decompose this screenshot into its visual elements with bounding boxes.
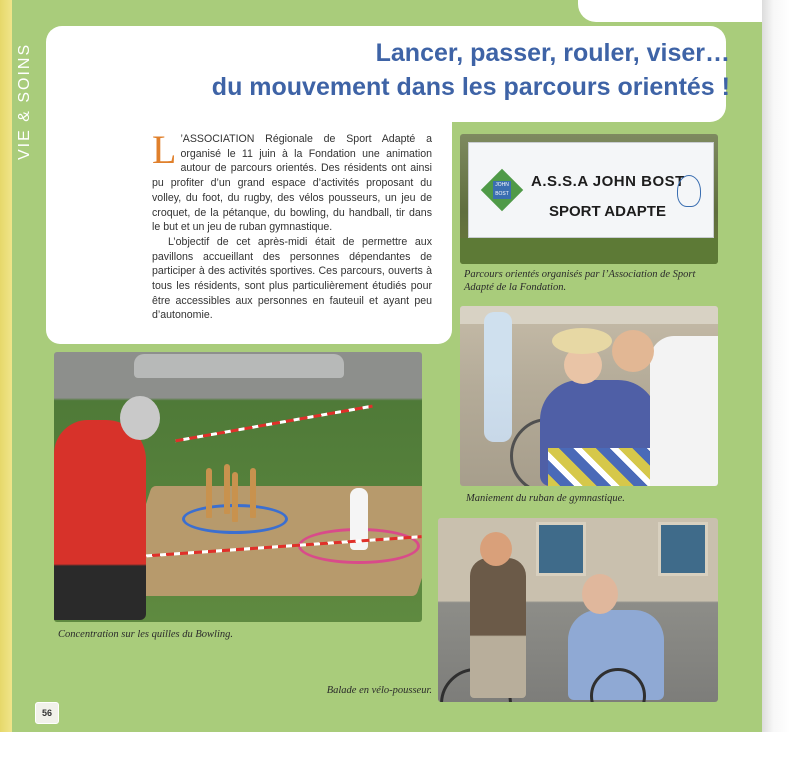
barrier-tape bbox=[175, 405, 372, 443]
standing-person bbox=[484, 312, 512, 442]
title-line-1: Lancer, passer, rouler, viser… bbox=[375, 39, 730, 67]
section-label: VIE & SOINS bbox=[16, 42, 33, 160]
straw-hat bbox=[552, 328, 612, 354]
player-red-jacket bbox=[54, 420, 146, 620]
building-window bbox=[658, 522, 708, 576]
bowling-pin bbox=[206, 468, 212, 518]
patterned-skirt bbox=[548, 448, 658, 486]
parked-car bbox=[134, 354, 344, 378]
bowling-pin bbox=[250, 468, 256, 518]
banner-text-line-2: SPORT ADAPTE bbox=[549, 203, 666, 220]
page-title bbox=[150, 36, 730, 104]
grass bbox=[460, 238, 718, 264]
article-body bbox=[152, 127, 432, 323]
sports-figure-icon bbox=[677, 175, 701, 207]
ribbon-caption: Maniement du ruban de gymnastique. bbox=[466, 493, 625, 504]
banner-text-line-1: A.S.S.A JOHN BOST bbox=[531, 173, 685, 190]
caregiver bbox=[650, 336, 718, 486]
building-window bbox=[536, 522, 586, 576]
banner-photo bbox=[460, 134, 718, 264]
bowling-pin bbox=[224, 464, 230, 514]
page-number: 56 bbox=[35, 702, 59, 724]
page-right-edge bbox=[762, 0, 790, 768]
assa-banner bbox=[468, 142, 714, 238]
banner-caption: Parcours orientés organisés par l’Association de Sport Adapté de la Fondation. bbox=[464, 269, 696, 293]
bike-caption: Balade en vélo-pousseur. bbox=[326, 685, 432, 696]
bottom-margin bbox=[0, 732, 790, 768]
page-binding-edge bbox=[0, 0, 12, 768]
top-tab-notch bbox=[578, 0, 762, 22]
title-line-2: du mouvement dans les parcours orientés ! bbox=[211, 73, 730, 101]
drop-cap: L bbox=[152, 127, 177, 172]
paragraph-1-text: ’ASSOCIATION Régionale de Sport Adapté a organisé le 11 juin à la Fondation une animation autour de parcours orientés. Des résidents ont ainsi pu profiter d’un grand espace d’activités proposant du volley, du foot, du rugby, des vélos pousseurs, un jeu de croquet, de la pétanque, du bowling, du handball, tir dans le but et un jeu de ruban gymnastique. bbox=[152, 133, 432, 234]
bowling-photo bbox=[54, 352, 422, 622]
cyclist-head bbox=[480, 532, 512, 566]
bowling-caption: Concentration sur les quilles du Bowling. bbox=[58, 629, 233, 640]
john-bost-logo: JOHN BOST bbox=[493, 181, 511, 199]
passenger-head bbox=[582, 574, 618, 614]
player-head bbox=[120, 396, 160, 440]
article-paragraph-2: L’objectif de cet après-midi était de permettre aux pavillons accueillant des personnes dépendantes de participer à des activités sportives. Ces parcours, ouverts à tous les résidents, sont plus particulièrement étudiés pour être accessibles aux personnes en fauteuil et ayant peu d’autonomie. bbox=[152, 235, 432, 322]
ribbon-photo bbox=[460, 306, 718, 486]
article-paragraph-1 bbox=[152, 127, 432, 235]
bike-photo bbox=[438, 518, 718, 702]
caregiver-head bbox=[612, 330, 654, 372]
bowling-pin bbox=[232, 472, 238, 522]
cyclist bbox=[470, 558, 526, 698]
